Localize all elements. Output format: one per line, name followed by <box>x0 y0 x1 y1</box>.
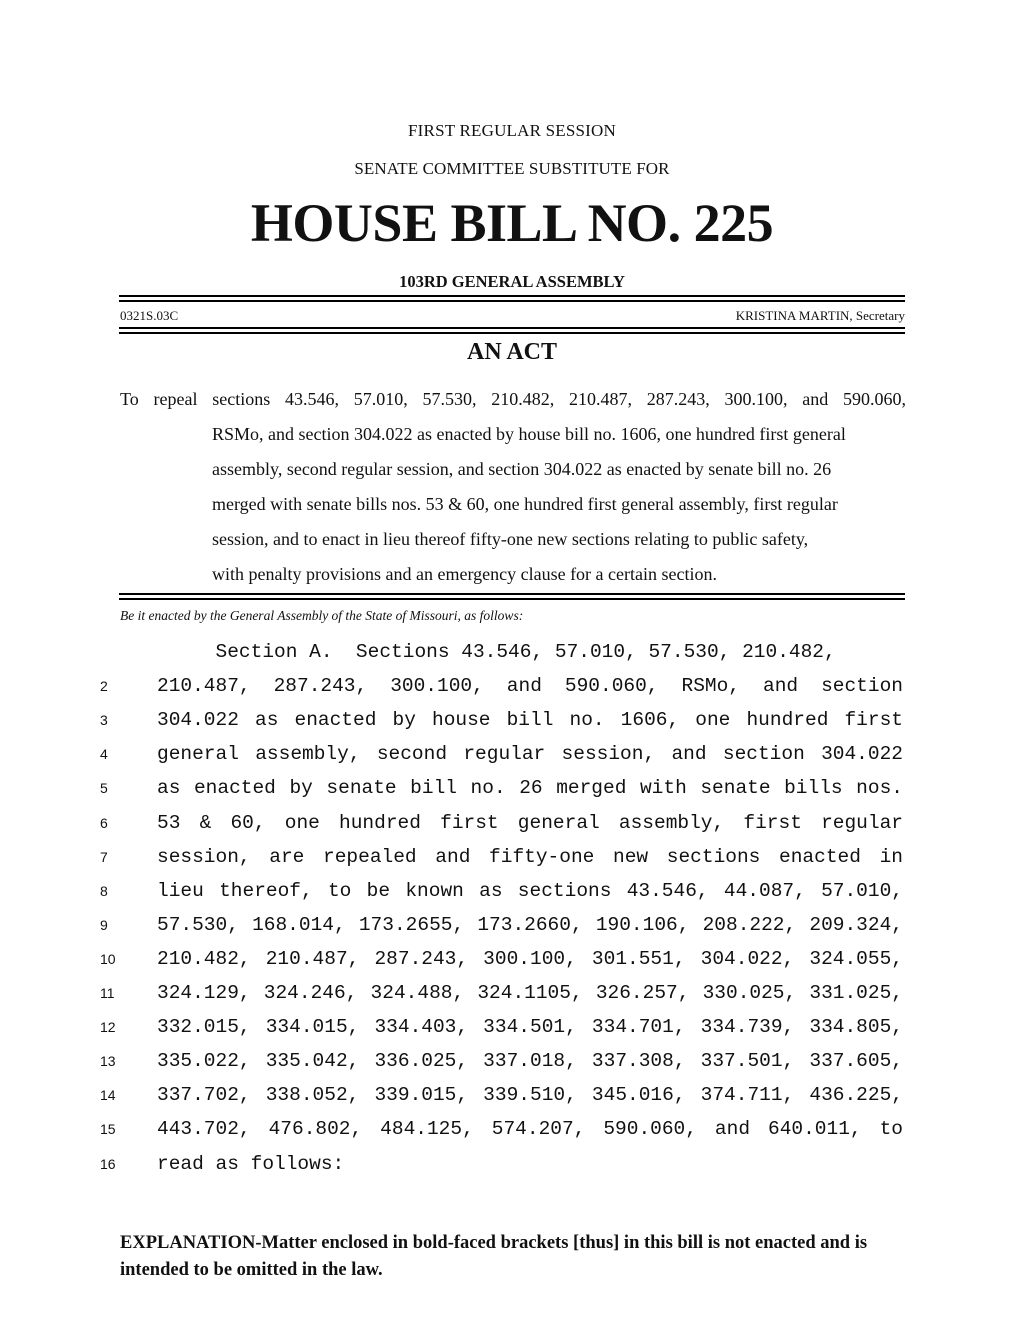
body-line: 304.022 as enacted by house bill no. 1606, one hundred first <box>157 709 903 731</box>
bill-code: 0321S.03C <box>120 308 179 323</box>
line-number: 12 <box>100 1019 116 1035</box>
line-number <box>100 635 124 669</box>
header-rule-bottom-1 <box>119 327 905 329</box>
title-line: with penalty provisions and an emergency clause for a certain section. <box>212 564 717 584</box>
header-rule-top-2 <box>119 300 905 302</box>
body-line: read as follows: <box>157 1153 345 1175</box>
line-number: 6 <box>100 815 108 831</box>
enacting-clause: Be it enacted by the General Assembly of the State of Missouri, as follows: <box>120 608 524 623</box>
line-number: 16 <box>100 1156 116 1172</box>
secretary-name: KRISTINA MARTIN, Secretary <box>735 308 905 323</box>
bill-title: HOUSE BILL NO. 225 <box>250 193 774 253</box>
body-line: 324.129, 324.246, 324.488, 324.1105, 326.257, 330.025, 331.025, <box>157 982 903 1004</box>
line-number: 11 <box>100 985 115 1001</box>
line-number: 10 <box>100 951 116 967</box>
substitute-label: SENATE COMMITTEE SUBSTITUTE FOR <box>354 159 670 178</box>
title-rule-1 <box>119 593 905 595</box>
line-number: 3 <box>100 712 108 728</box>
body-line: 335.022, 335.042, 336.025, 337.018, 337.308, 337.501, 337.605, <box>157 1050 903 1072</box>
title-line: RSMo, and section 304.022 as enacted by house bill no. 1606, one hundred first general <box>212 424 846 444</box>
body-line: 337.702, 338.052, 339.015, 339.510, 345.016, 374.711, 436.225, <box>157 1084 903 1106</box>
body-line: lieu thereof, to be known as sections 43.546, 44.087, 57.010, <box>157 880 903 902</box>
body-line: 57.530, 168.014, 173.2655, 173.2660, 190.106, 208.222, 209.324, <box>157 914 903 936</box>
title-line: merged with senate bills nos. 53 & 60, one hundred first general assembly, first regular <box>212 494 838 514</box>
line-number: 2 <box>100 678 108 694</box>
body-line: 443.702, 476.802, 484.125, 574.207, 590.060, and 640.011, to <box>157 1118 903 1140</box>
line-number: 15 <box>100 1121 116 1137</box>
body-line: session, are repealed and fifty-one new sections enacted in <box>157 846 903 868</box>
body-line: 210.482, 210.487, 287.243, 300.100, 301.551, 304.022, 324.055, <box>157 948 903 970</box>
line-number: 8 <box>100 883 108 899</box>
header-rule-bottom-2 <box>119 332 905 334</box>
explanation-note: EXPLANATION-Matter enclosed in bold-faced brackets [thus] in this bill is not enacted and is intended to be omitted in the law. <box>120 1233 868 1280</box>
assembly-label: 103RD GENERAL ASSEMBLY <box>399 272 625 291</box>
body-line: 332.015, 334.015, 334.403, 334.501, 334.701, 334.739, 334.805, <box>157 1016 903 1038</box>
body-line: 210.487, 287.243, 300.100, and 590.060, RSMo, and section <box>157 675 903 697</box>
body-line: general assembly, second regular session, and section 304.022 <box>157 743 903 765</box>
title-line: To repeal sections 43.546, 57.010, 57.530, 210.482, 210.487, 287.243, 300.100, and 590.060, <box>120 389 906 409</box>
title-line: session, and to enact in lieu thereof fifty-one new sections relating to public safety, <box>212 529 809 549</box>
line-number: 9 <box>100 917 108 933</box>
title-line: assembly, second regular session, and section 304.022 as enacted by senate bill no. 26 <box>212 459 832 479</box>
header-rule-top-1 <box>119 295 905 297</box>
line-number: 5 <box>100 780 108 796</box>
act-heading: AN ACT <box>466 339 557 365</box>
body-line: 53 & 60, one hundred first general assembly, first regular <box>157 812 903 834</box>
session-label: FIRST REGULAR SESSION <box>408 121 616 140</box>
line-number: 13 <box>100 1053 116 1069</box>
line-number: 14 <box>100 1087 116 1103</box>
body-line: as enacted by senate bill no. 26 merged with senate bills nos. <box>157 777 903 799</box>
title-rule-2 <box>119 598 905 600</box>
body-line: Section A. Sections 43.546, 57.010, 57.530, 210.482, <box>157 641 836 663</box>
line-number: 4 <box>100 746 108 762</box>
line-number: 7 <box>100 849 108 865</box>
bill-title-text <box>120 382 906 592</box>
